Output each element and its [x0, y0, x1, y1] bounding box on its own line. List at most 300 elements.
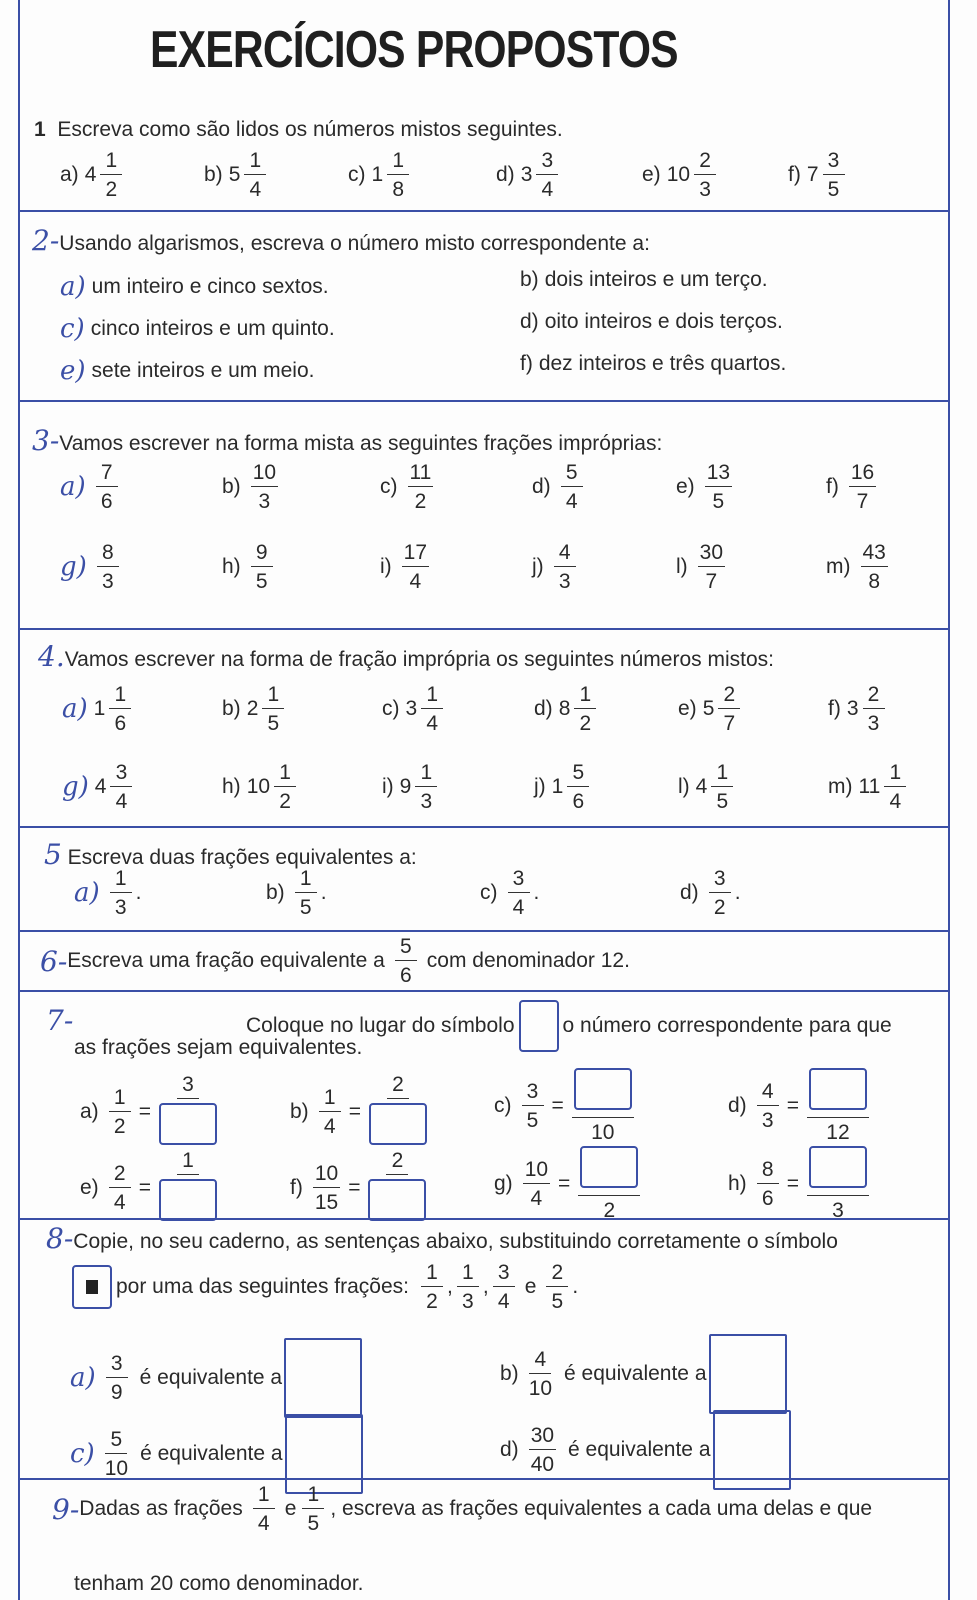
- item-text: um inteiro e cinco sextos.: [91, 275, 329, 298]
- fraction: [402, 542, 429, 592]
- question-number: 5: [44, 838, 62, 871]
- answer-box[interactable]: [159, 1179, 217, 1221]
- denominator: 15: [314, 1190, 339, 1214]
- mixed-number-item: [788, 150, 849, 200]
- denominator: 5: [712, 490, 725, 513]
- answer-box[interactable]: [574, 1068, 632, 1110]
- denominator: 4: [323, 1114, 336, 1138]
- fraction: [807, 1146, 869, 1221]
- mixed-number-item: [534, 762, 593, 812]
- fraction-item: [222, 542, 277, 592]
- numerator: 3: [536, 150, 558, 175]
- question-2: [32, 224, 650, 257]
- whole-part: 3: [520, 163, 533, 186]
- numerator: 7: [96, 462, 118, 487]
- item-label: d): [520, 310, 539, 333]
- divider: [18, 930, 950, 932]
- answer-box[interactable]: [159, 1103, 217, 1145]
- whole-part: 1: [371, 163, 384, 186]
- fraction: [536, 150, 558, 200]
- whole-part: 3: [405, 697, 418, 720]
- equivalence-item: [494, 1068, 638, 1143]
- question-text: Vamos escrever na forma mista as seguintes frações impróprias:: [59, 432, 663, 455]
- fraction-item: [380, 462, 437, 512]
- whole-part: 7: [806, 163, 819, 186]
- fraction-item: [826, 462, 880, 512]
- mixed-number-item: [382, 762, 441, 812]
- question-number: 2-: [32, 224, 60, 257]
- fraction: [313, 1163, 340, 1213]
- item-label: d): [496, 163, 515, 186]
- fraction-item: [532, 542, 580, 592]
- denominator: 2: [414, 490, 427, 513]
- denominator: 6: [761, 1186, 774, 1210]
- numerator: 17: [402, 542, 429, 567]
- denominator: 7: [705, 570, 718, 593]
- fraction-options: [417, 1262, 578, 1312]
- question-text: , escreva as frações equivalentes a cada uma delas e que: [330, 1497, 873, 1520]
- question-text: Usando algarismos, escreva o número misto correspondente a:: [59, 232, 650, 255]
- item-label: e): [60, 356, 86, 386]
- numerator: 3: [522, 1081, 544, 1106]
- fraction: [369, 1074, 427, 1149]
- fraction: [159, 1074, 217, 1149]
- mixed-number-item: [382, 684, 447, 734]
- answer-box[interactable]: [369, 1103, 427, 1145]
- fraction: [295, 868, 317, 918]
- fraction-item: [74, 868, 142, 918]
- equivalence-sentence: [70, 1414, 363, 1494]
- black-square-icon: [86, 1280, 98, 1294]
- fraction: [807, 1068, 869, 1143]
- question-9: [52, 1484, 872, 1534]
- denominator: 8: [868, 570, 881, 593]
- denominator: 9: [110, 1381, 123, 1404]
- numerator: 10: [313, 1163, 340, 1188]
- text-item: [60, 314, 335, 344]
- answer-box[interactable]: [713, 1410, 791, 1490]
- denominator: 5: [827, 178, 840, 201]
- mixed-number-item: [828, 684, 889, 734]
- question-5: [44, 838, 417, 871]
- whole-part: 2: [246, 697, 259, 720]
- item-label: c): [494, 1093, 512, 1117]
- fraction: [302, 1484, 324, 1534]
- fraction: [415, 762, 437, 812]
- denominator: 10: [591, 1121, 615, 1144]
- denominator: 6: [114, 712, 127, 735]
- fraction: [109, 684, 131, 734]
- symbol-box: [72, 1265, 112, 1309]
- answer-box[interactable]: [580, 1146, 638, 1188]
- item-label: h): [222, 555, 241, 578]
- fraction: [110, 762, 132, 812]
- fraction: [578, 1146, 640, 1221]
- question-number: 9-: [52, 1492, 80, 1526]
- fraction-item: [680, 868, 741, 918]
- equivalence-item: [728, 1146, 873, 1221]
- mixed-number-item: [62, 684, 135, 734]
- item-label: m): [828, 775, 853, 798]
- denominator: 6: [572, 790, 585, 813]
- numerator: 1: [253, 1484, 275, 1509]
- question-1: [34, 118, 563, 142]
- denominator: 2: [579, 712, 592, 735]
- item-label: i): [382, 775, 394, 798]
- item-label: c): [380, 475, 398, 498]
- numerator: [578, 1146, 640, 1196]
- fraction: [251, 542, 273, 592]
- numerator: [807, 1068, 869, 1118]
- item-label: c): [348, 163, 366, 186]
- fraction: [561, 462, 583, 512]
- mixed-number-item: [222, 762, 300, 812]
- item-label: f): [290, 1175, 303, 1199]
- period: .: [135, 881, 142, 904]
- fraction: [849, 462, 876, 512]
- item-label: d): [532, 475, 551, 498]
- fraction-item: [480, 868, 539, 918]
- item-label: g): [60, 552, 87, 582]
- numerator: 3: [709, 868, 731, 893]
- mixed-number-item: [496, 150, 562, 200]
- numerator: [572, 1068, 634, 1118]
- whole-part: 3: [846, 697, 859, 720]
- item-text: oito inteiros e dois terços.: [544, 310, 783, 333]
- fraction: [529, 1349, 552, 1399]
- question-6: [40, 936, 630, 986]
- item-label: f): [788, 163, 801, 186]
- denominator: 4: [257, 1512, 270, 1535]
- denominator: 4: [426, 712, 439, 735]
- question-3: [32, 424, 662, 457]
- item-label: c): [60, 314, 85, 344]
- whole-part: 5: [702, 697, 715, 720]
- mixed-number-item: [62, 762, 136, 812]
- question-number: 7-: [46, 1004, 74, 1037]
- text-item: [60, 356, 314, 386]
- fraction: [253, 1484, 275, 1534]
- whole-part: 10: [246, 775, 271, 798]
- fraction: [274, 762, 296, 812]
- equals-sign: =: [551, 1093, 564, 1117]
- fraction: [262, 684, 284, 734]
- denominator: [369, 1099, 427, 1149]
- denominator: 2: [105, 178, 118, 201]
- numerator: 4: [529, 1349, 551, 1374]
- item-label: a): [60, 472, 86, 502]
- item-label: b): [204, 163, 223, 186]
- numerator: 3: [823, 150, 845, 175]
- fraction: [694, 150, 716, 200]
- answer-box[interactable]: [284, 1338, 362, 1418]
- numerator: 1: [244, 150, 266, 175]
- denominator: 3: [258, 490, 271, 513]
- mixed-number-item: [678, 762, 737, 812]
- equals-sign: =: [786, 1171, 799, 1195]
- item-label: e): [676, 475, 695, 498]
- fraction: [757, 1159, 779, 1209]
- fraction: [105, 1429, 128, 1479]
- period: .: [572, 1275, 579, 1298]
- denominator: 3: [761, 1108, 774, 1132]
- fraction-item: [60, 542, 123, 592]
- question-8: [46, 1222, 838, 1255]
- numerator: 3: [106, 1353, 128, 1378]
- fraction: [863, 684, 885, 734]
- numerator: 3: [110, 762, 132, 787]
- item-label: m): [826, 555, 851, 578]
- numerator: 10: [523, 1159, 550, 1184]
- divider: [18, 990, 950, 992]
- item-label: h): [222, 775, 241, 798]
- phrase: é equivalente a: [139, 1366, 283, 1389]
- numerator: 1: [711, 762, 733, 787]
- denominator: 3: [832, 1199, 844, 1222]
- phrase: é equivalente a: [140, 1442, 283, 1465]
- question-text: Escreva duas frações equivalentes a:: [67, 846, 417, 869]
- numerator: 1: [884, 762, 906, 787]
- item-label: b): [222, 475, 241, 498]
- numerator: 5: [105, 1429, 127, 1454]
- equals-sign: =: [348, 1099, 361, 1123]
- denominator: 7: [723, 712, 736, 735]
- numerator: 16: [849, 462, 876, 487]
- denominator: 4: [497, 1290, 510, 1313]
- item-label: d): [680, 881, 699, 904]
- fraction: [718, 684, 740, 734]
- question-text: Copie, no seu caderno, as sentenças abaixo, substituindo corretamente o símbolo: [73, 1230, 838, 1253]
- item-label: a): [70, 1363, 96, 1393]
- numerator: 1: [457, 1262, 479, 1287]
- denominator: 4: [409, 570, 422, 593]
- question-number: 6-: [40, 944, 68, 978]
- mixed-number-item: [534, 684, 600, 734]
- denominator: 2: [713, 896, 726, 919]
- mixed-number-item: [828, 762, 910, 812]
- denominator: 4: [541, 178, 554, 201]
- denominator: 10: [528, 1377, 553, 1400]
- whole-part: 8: [558, 697, 571, 720]
- numerator: 1: [109, 684, 131, 709]
- denominator: 2: [279, 790, 291, 813]
- question-number: 4.: [38, 640, 65, 673]
- item-label: e): [678, 697, 697, 720]
- denominator: 12: [826, 1121, 850, 1144]
- denominator: 3: [699, 178, 711, 201]
- text-item: [520, 352, 786, 376]
- denominator: 3: [114, 896, 127, 919]
- item-text: dois inteiros e um terço.: [544, 268, 768, 291]
- fraction: [823, 150, 845, 200]
- fraction: [421, 1262, 443, 1312]
- numerator: 2: [387, 1074, 409, 1099]
- page-border-left: [18, 0, 20, 1600]
- item-label: b): [266, 881, 285, 904]
- mixed-number-item: [222, 684, 288, 734]
- denominator: 5: [255, 570, 268, 593]
- numerator: 1: [387, 150, 409, 175]
- item-label: a): [62, 694, 88, 724]
- numerator: 5: [561, 462, 583, 487]
- equivalence-item: [290, 1150, 430, 1225]
- item-label: b): [290, 1099, 309, 1123]
- comma: ,: [447, 1275, 453, 1298]
- denominator: 7: [856, 490, 869, 513]
- phrase: é equivalente a: [564, 1362, 707, 1385]
- denominator: 8: [392, 178, 405, 201]
- denominator: 4: [889, 790, 902, 813]
- text-item: [520, 310, 783, 334]
- text-item: [520, 268, 768, 292]
- denominator: 5: [716, 790, 729, 813]
- denominator: 40: [530, 1453, 555, 1476]
- mixed-number-item: [204, 150, 270, 200]
- fraction-item: [676, 542, 729, 592]
- fraction: [106, 1353, 128, 1403]
- answer-box[interactable]: [709, 1334, 787, 1414]
- denominator: 3: [420, 790, 433, 813]
- denominator: 3: [462, 1290, 474, 1313]
- item-label: g): [494, 1171, 513, 1195]
- equals-sign: =: [348, 1175, 361, 1199]
- conjunction: e: [524, 1275, 537, 1298]
- denominator: 5: [307, 1512, 320, 1535]
- numerator: 5: [395, 936, 417, 961]
- numerator: 2: [863, 684, 885, 709]
- fraction: [523, 1159, 550, 1209]
- numerator: 1: [574, 684, 596, 709]
- denominator: 5: [551, 1290, 564, 1313]
- question-text-end: com denominador 12.: [426, 949, 630, 972]
- denominator: 5: [299, 896, 312, 919]
- denominator: 3: [867, 712, 880, 735]
- answer-box[interactable]: [285, 1414, 363, 1494]
- phrase: é equivalente a: [568, 1438, 711, 1461]
- answer-box[interactable]: [368, 1179, 426, 1221]
- numerator: 30: [529, 1425, 556, 1450]
- numerator: 11: [408, 462, 434, 487]
- fraction: [884, 762, 906, 812]
- whole-part: 4: [94, 775, 107, 798]
- denominator: 4: [113, 1190, 126, 1214]
- item-label: d): [728, 1093, 747, 1117]
- numerator: 1: [262, 684, 284, 709]
- fraction: [698, 542, 725, 592]
- numerator: 43: [861, 542, 888, 567]
- fraction: [705, 462, 732, 512]
- fraction: [97, 542, 119, 592]
- item-label: f): [520, 352, 533, 375]
- item-label: f): [828, 697, 841, 720]
- equals-sign: =: [558, 1171, 571, 1195]
- question-4: [38, 640, 774, 673]
- divider: [18, 826, 950, 828]
- denominator: 6: [100, 490, 113, 513]
- item-label: a): [74, 878, 100, 908]
- period: .: [320, 881, 327, 904]
- question-7-number: [46, 1004, 73, 1037]
- item-label: h): [728, 1171, 747, 1195]
- fraction: [110, 868, 132, 918]
- equivalence-item: [494, 1146, 644, 1221]
- page-title: EXERCÍCIOS PROPOSTOS: [150, 21, 678, 79]
- fraction: [709, 868, 731, 918]
- equivalence-item: [728, 1068, 873, 1143]
- equivalence-item: [290, 1074, 431, 1149]
- denominator: 2: [113, 1114, 126, 1138]
- numerator: 1: [274, 762, 296, 787]
- numerator: 1: [110, 868, 132, 893]
- numerator: 13: [705, 462, 732, 487]
- denominator: 2: [603, 1199, 616, 1222]
- item-label: c): [382, 697, 400, 720]
- item-label: a): [60, 272, 86, 302]
- fraction: [244, 150, 266, 200]
- equals-sign: =: [138, 1175, 151, 1199]
- numerator: 2: [694, 150, 716, 175]
- item-text: sete inteiros e um meio.: [91, 359, 315, 382]
- period: .: [533, 881, 540, 904]
- item-text: dez inteiros e três quartos.: [538, 352, 787, 375]
- numerator: [807, 1146, 869, 1196]
- item-label: b): [520, 268, 539, 291]
- fraction: [529, 1425, 556, 1475]
- numerator: 4: [757, 1081, 779, 1106]
- question-text: Dadas as frações: [79, 1497, 243, 1520]
- item-label: l): [678, 775, 690, 798]
- denominator: 3: [558, 570, 571, 593]
- numerator: 1: [415, 762, 437, 787]
- fraction-item: [676, 462, 736, 512]
- question-text: Escreva uma fração equivalente a: [67, 949, 385, 972]
- page-border-right: [948, 0, 950, 1600]
- question-7-line2: as frações sejam equivalentes.: [74, 1036, 363, 1059]
- fraction-item: [266, 868, 327, 918]
- item-label: a): [60, 163, 79, 186]
- item-label: j): [532, 555, 544, 578]
- fraction: [508, 868, 530, 918]
- item-label: a): [80, 1099, 99, 1123]
- numerator: 3: [493, 1262, 515, 1287]
- question-9-line2: tenham 20 como denominador.: [74, 1572, 364, 1595]
- equivalence-sentence: [500, 1410, 791, 1490]
- mixed-number-item: [642, 150, 720, 200]
- fraction: [572, 1068, 634, 1143]
- question-number: 8-: [46, 1222, 74, 1255]
- answer-box[interactable]: [809, 1068, 867, 1110]
- denominator: 4: [249, 178, 262, 201]
- conjunction: e: [284, 1497, 297, 1520]
- divider: [18, 628, 950, 630]
- fraction: [251, 462, 278, 512]
- item-label: d): [500, 1438, 519, 1461]
- whole-part: 4: [84, 163, 97, 186]
- numerator: 3: [508, 868, 530, 893]
- whole-part: 9: [399, 775, 412, 798]
- equivalence-item: [80, 1074, 221, 1149]
- answer-box[interactable]: [809, 1146, 867, 1188]
- denominator: 4: [115, 790, 128, 813]
- question-number: 1: [34, 118, 46, 141]
- equals-sign: =: [138, 1099, 151, 1123]
- denominator: 5: [267, 712, 280, 735]
- numerator: 30: [698, 542, 725, 567]
- divider: [18, 210, 950, 212]
- fraction-item: [380, 542, 433, 592]
- item-text: cinco inteiros e um quinto.: [90, 317, 335, 340]
- denominator: [368, 1175, 426, 1225]
